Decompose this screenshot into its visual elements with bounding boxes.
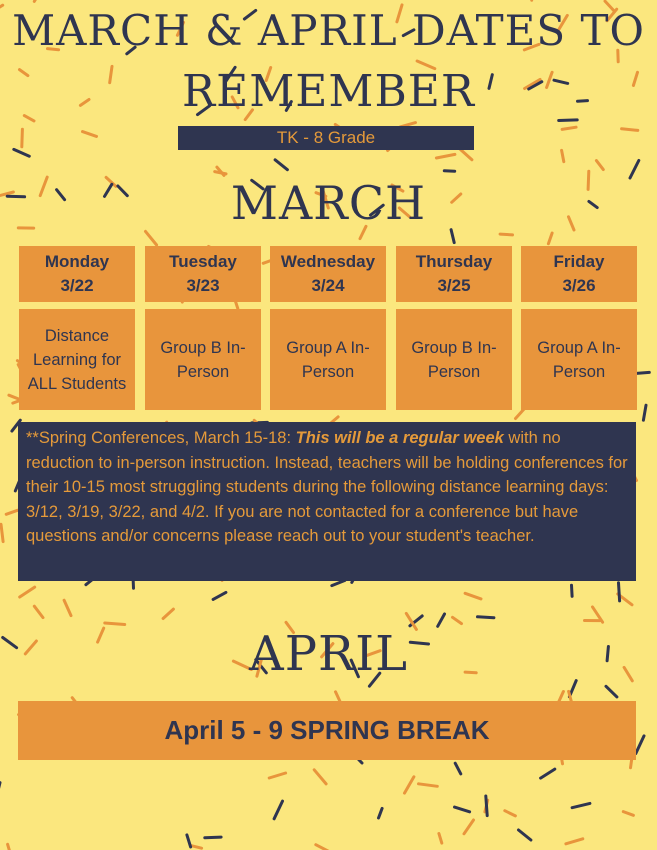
- day-note-friday: Group A In-Person: [521, 309, 637, 410]
- confetti-dash: [163, 609, 173, 618]
- confetti-dash: [34, 606, 43, 617]
- confetti-dash: [548, 233, 552, 244]
- spring-break-banner: April 5 - 9 SPRING BREAK: [18, 701, 636, 760]
- confetti-dash: [460, 149, 472, 160]
- confetti-dash: [22, 129, 23, 147]
- day-note-wednesday: Group A In-Person: [270, 309, 386, 410]
- confetti-dash: [572, 803, 590, 807]
- day-header-friday: [521, 246, 637, 302]
- confetti-dash: [269, 773, 285, 778]
- confetti-dash: [20, 587, 35, 597]
- confetti-dash: [606, 686, 617, 697]
- day-date: 3/26: [562, 276, 596, 295]
- confetti-dash: [83, 132, 97, 137]
- conference-emphasis: This will be a regular week: [295, 429, 504, 447]
- april-heading: APRIL: [249, 626, 408, 682]
- day-name: Friday: [553, 252, 605, 271]
- confetti-dash: [379, 808, 383, 818]
- confetti-dash: [500, 234, 512, 235]
- confetti-dash: [455, 763, 461, 774]
- day-name: Tuesday: [169, 252, 237, 271]
- conference-intro: **Spring Conferences, March 15-18:: [26, 429, 296, 447]
- day-date: 3/23: [186, 276, 220, 295]
- day-date: 3/22: [60, 276, 94, 295]
- confetti-dash: [205, 837, 221, 838]
- confetti-dash: [464, 820, 474, 834]
- confetti-dash: [505, 811, 516, 816]
- confetti-dash: [465, 593, 481, 599]
- confetti-dash: [439, 834, 442, 844]
- confetti-dash: [332, 581, 345, 586]
- day-header-wednesday: [270, 246, 386, 302]
- conference-body: with no reduction to in-person instruction. Instead, teachers will be holding conferences for their 10-15 most struggling students during the following distance learning days: 3/12, 3/19, 3/22, and 4/2. If you are not contacted for a conference but have questions and/or concerns please reach out to your student's teacher.: [26, 429, 628, 545]
- confetti-dash: [623, 812, 633, 816]
- confetti-dash: [191, 846, 202, 849]
- confetti-dash: [436, 154, 455, 158]
- confetti-dash: [6, 510, 17, 514]
- confetti-dash: [622, 129, 638, 131]
- confetti-dash: [405, 777, 414, 793]
- confetti-dash: [9, 395, 20, 399]
- confetti-dash: [572, 585, 573, 596]
- confetti-dash: [1, 524, 3, 541]
- day-name: Thursday: [415, 252, 493, 271]
- grade-label: TK - 8 Grade: [178, 126, 474, 150]
- confetti-dash: [24, 116, 34, 121]
- march-heading: MARCH: [230, 176, 427, 230]
- day-note-thursday: Group B In-Person: [396, 309, 512, 410]
- confetti-dash: [419, 784, 438, 787]
- title-line-1: MARCH & APRIL DATES TO: [12, 6, 645, 55]
- confetti-dash: [314, 770, 326, 784]
- confetti-dash: [519, 830, 531, 840]
- confetti-dash: [453, 617, 462, 623]
- day-header-thursday: [396, 246, 512, 302]
- day-note-tuesday: Group B In-Person: [145, 309, 261, 410]
- confetti-dash: [187, 835, 191, 847]
- day-note-monday: Distance Learning for ALL Students: [19, 309, 135, 410]
- confetti-dash: [562, 150, 564, 161]
- confetti-dash: [8, 844, 13, 850]
- confetti-dash: [275, 160, 287, 170]
- day-date: 3/24: [311, 276, 345, 295]
- confetti-dash: [619, 583, 620, 601]
- confetti-dash: [596, 161, 603, 170]
- confetti-dash: [541, 769, 555, 778]
- confetti-dash: [64, 600, 71, 615]
- conference-note: [18, 422, 636, 581]
- confetti-dash: [316, 845, 329, 850]
- confetti-dash: [213, 592, 226, 599]
- day-header-tuesday: [145, 246, 261, 302]
- confetti-dash: [486, 796, 487, 816]
- day-date: 3/25: [437, 276, 471, 295]
- confetti-dash: [146, 231, 157, 245]
- day-header-monday: [19, 246, 135, 302]
- confetti-dash: [105, 623, 125, 625]
- confetti-dash: [478, 617, 494, 618]
- confetti-dash: [274, 801, 282, 819]
- confetti-dash: [636, 736, 644, 754]
- confetti-dash: [455, 807, 470, 812]
- day-name: Wednesday: [280, 252, 376, 271]
- confetti-dash: [451, 230, 454, 243]
- confetti-dash: [643, 405, 646, 420]
- confetti-dash: [566, 839, 583, 844]
- confetti-dash: [438, 614, 445, 626]
- title-line-2: REMEMBER: [181, 66, 476, 117]
- confetti-dash: [630, 161, 639, 179]
- confetti-dash: [34, 0, 44, 1]
- confetti-dash: [14, 149, 29, 156]
- day-name: Monday: [44, 252, 110, 271]
- confetti-dash: [559, 120, 578, 121]
- confetti-dash: [562, 127, 576, 129]
